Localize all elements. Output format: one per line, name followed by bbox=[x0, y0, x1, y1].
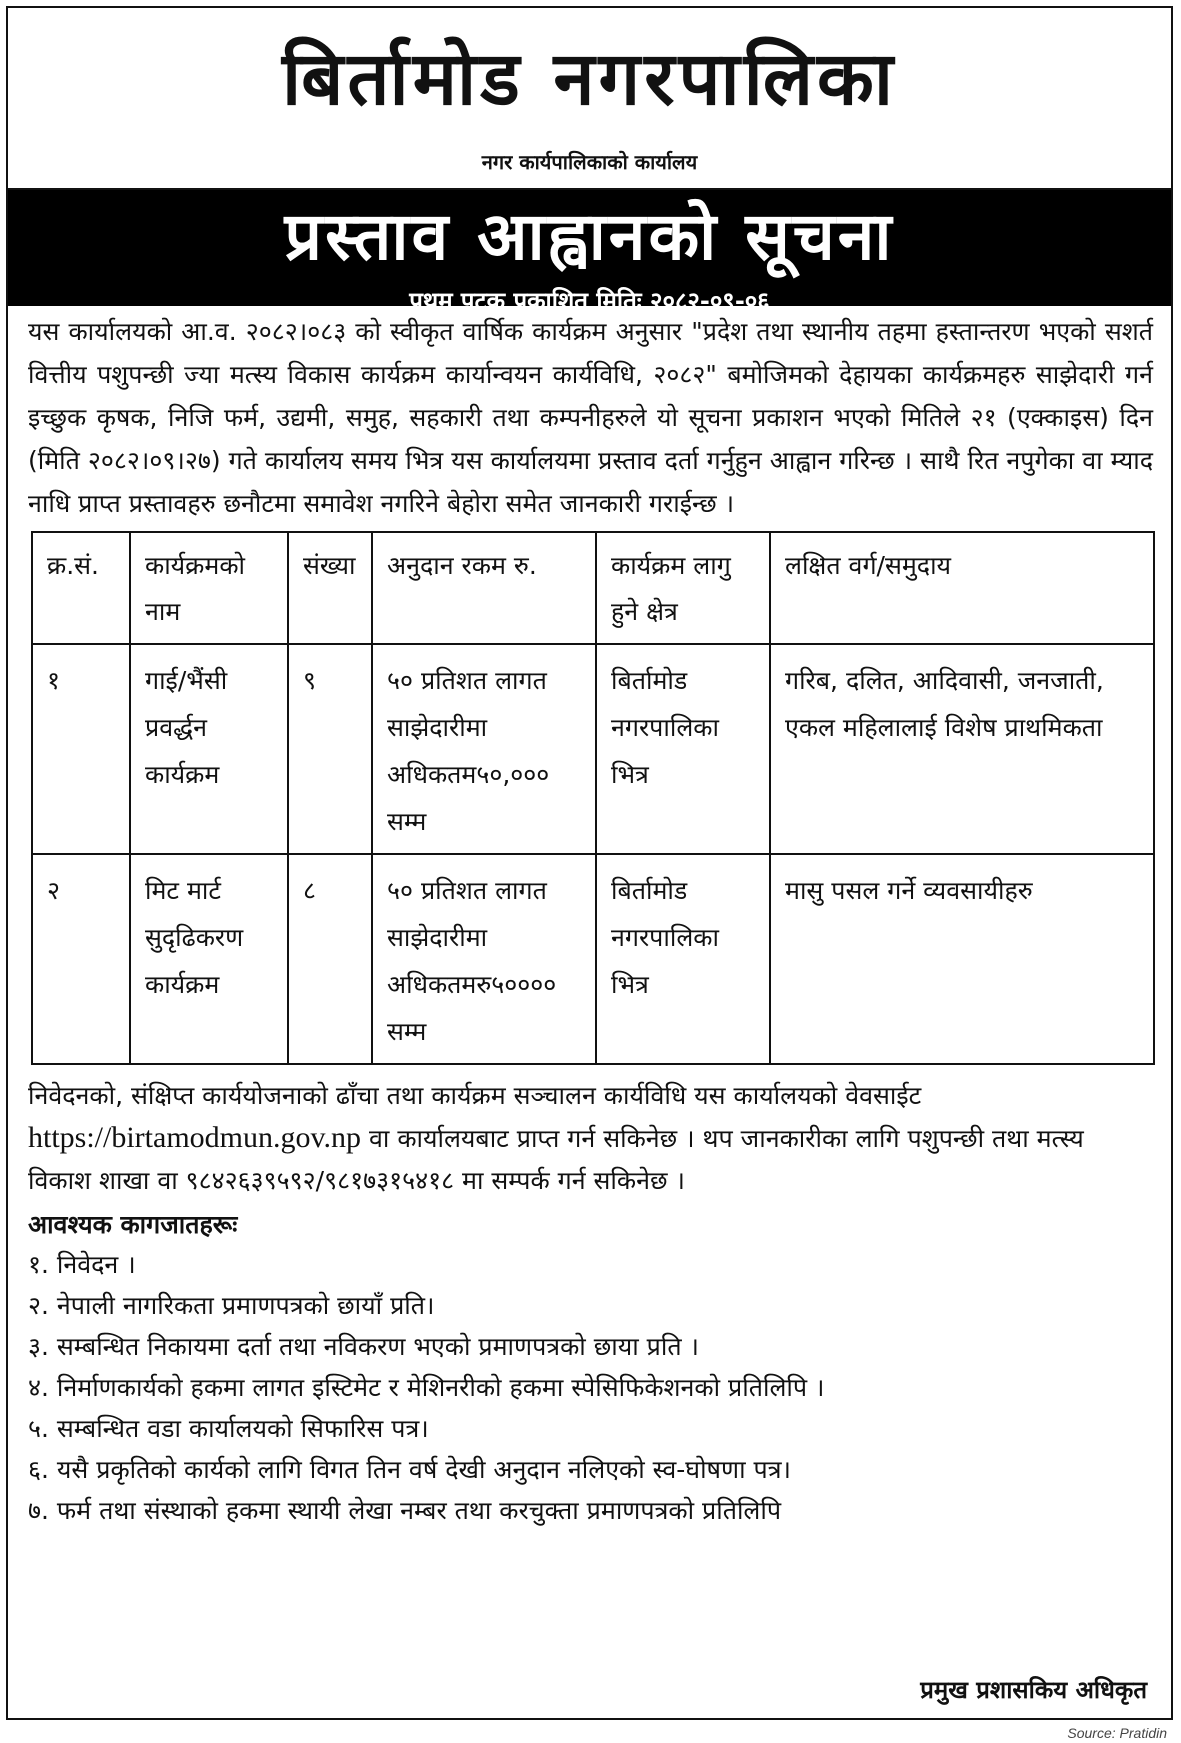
list-item: ७. फर्म तथा संस्थाको हकमा स्थायी लेखा नम्बर तथा करचुक्ता प्रमाणपत्रको प्रतिलिपि bbox=[28, 1496, 782, 1525]
info-line-2: वा कार्यालयबाट प्राप्त गर्न सकिनेछ । थप जानकारीका लागि पशुपन्छी तथा मत्स्य विकाश शाखा वा ९८४२६३९५९२/९८१७३१५४१८ मा सम्पर्क गर्न सकिनेछ । bbox=[28, 1124, 1084, 1195]
office-name: नगर कार्यपालिकाको कार्यालय bbox=[481, 150, 698, 174]
cell-area: बिर्तामोड नगरपालिका भित्र bbox=[596, 644, 770, 854]
intro-paragraph: यस कार्यालयको आ.व. २०८२।०८३ को स्वीकृत वार्षिक कार्यक्रम अनुसार "प्रदेश तथा स्थानीय तहमा हस्तान्तरण भएको सशर्त वित्तीय पशुपन्छी ज्या मत्स्य विकास कार्यक्रम कार्यान्वयन कार्यविधि, २०८२" बमोजिमको देहायका कार्यक्रमहरु साझेदारी गर्न इच्छुक कृषक, निजि फर्म, उद्यमी, समुह, सहकारी तथा कम्पनीहरुले यो सूचना प्रकाशन भएको मितिले २१ (एक्काइस) दिन (मिति २०८२।०९।२७) गते कार्यालय समय भित्र यस कार्यालयमा प्रस्ताव दर्ता गर्नुहुन आह्वान गरिन्छ । साथै रित नपुगेका वा म्याद नाधि प्राप्त प्रस्तावहरु छनौटमा समावेश नगरिने बेहोरा समेत जानकारी गराईन्छ । bbox=[28, 317, 1153, 518]
cell-target-group: मासु पसल गर्ने व्यवसायीहरु bbox=[770, 854, 1154, 1064]
notice bbox=[6, 6, 1173, 1720]
application-info bbox=[8, 1065, 1171, 1202]
table-row bbox=[32, 854, 1154, 1064]
cell-serial: २ bbox=[32, 854, 130, 1064]
requirements-title: आवश्यक कागजातहरूः bbox=[28, 1210, 238, 1239]
header-program-name: कार्यक्रमको नाम bbox=[130, 532, 288, 644]
list-item: ५. सम्बन्धित वडा कार्यालयको सिफारिस पत्र। bbox=[28, 1414, 429, 1443]
publication-date: प्रथम पटक प्रकाशित मितिः २०८२-०९-०६ bbox=[409, 287, 770, 315]
cell-program-name: मिट मार्ट सुदृढिकरण कार्यक्रम bbox=[130, 854, 288, 1064]
cell-program-name: गाई/भैंसी प्रवर्द्धन कार्यक्रम bbox=[130, 644, 288, 854]
cell-count: ९ bbox=[288, 644, 372, 854]
notice-title: प्रस्ताव आह्वानको सूचना bbox=[284, 198, 895, 275]
requirements-list bbox=[8, 1244, 1171, 1531]
table-row bbox=[32, 644, 1154, 854]
program-table bbox=[31, 531, 1155, 1065]
info-line-1: निवेदनको, संक्षिप्त कार्ययोजनाको ढाँचा तथा कार्यक्रम सञ्चालन कार्यविधि यस कार्यालयको वेवसाईट bbox=[28, 1081, 922, 1110]
website-link[interactable]: https://birtamodmun.gov.np bbox=[28, 1121, 362, 1154]
header-count: संख्या bbox=[288, 532, 372, 644]
list-item: ४. निर्माणकार्यको हकमा लागत इस्टिमेट र मेशिनरीको हकमा स्पेसिफिकेशनको प्रतिलिपि । bbox=[28, 1373, 825, 1402]
header-serial: क्र.सं. bbox=[32, 532, 130, 644]
cell-target-group: गरिब, दलित, आदिवासी, जनजाती, एकल महिलालाई विशेष प्राथमिकता bbox=[770, 644, 1154, 854]
header-area: कार्यक्रम लागु हुने क्षेत्र bbox=[596, 532, 770, 644]
cell-area: बिर्तामोड नगरपालिका भित्र bbox=[596, 854, 770, 1064]
list-item: २. नेपाली नागरिकता प्रमाणपत्रको छायाँ प्रति। bbox=[28, 1291, 435, 1320]
source-credit: Source: Pratidin bbox=[1067, 1725, 1167, 1741]
org-name: बिर्तामोड नगरपालिका bbox=[281, 36, 898, 122]
notice-title-banner bbox=[8, 190, 1171, 315]
cell-serial: १ bbox=[32, 644, 130, 854]
header-target-group: लक्षित वर्ग/समुदाय bbox=[770, 532, 1154, 644]
table-header-row bbox=[32, 532, 1154, 644]
cell-grant-amount: ५० प्रतिशत लागत साझेदारीमा अधिकतमरु५०००० सम्म bbox=[372, 854, 596, 1064]
signatory: प्रमुख प्रशासकिय अधिकृत bbox=[920, 1676, 1147, 1704]
cell-grant-amount: ५० प्रतिशत लागत साझेदारीमा अधिकतम५०,००० सम्म bbox=[372, 644, 596, 854]
header-grant-amount: अनुदान रकम रु. bbox=[372, 532, 596, 644]
list-item: ३. सम्बन्धित निकायमा दर्ता तथा नविकरण भएको प्रमाणपत्रको छाया प्रति । bbox=[28, 1332, 700, 1361]
cell-count: ८ bbox=[288, 854, 372, 1064]
list-item: १. निवेदन । bbox=[28, 1250, 136, 1279]
list-item: ६. यसै प्रकृतिको कार्यको लागि विगत तिन वर्ष देखी अनुदान नलिएको स्व-घोषणा पत्र। bbox=[28, 1455, 791, 1484]
header bbox=[8, 8, 1171, 190]
